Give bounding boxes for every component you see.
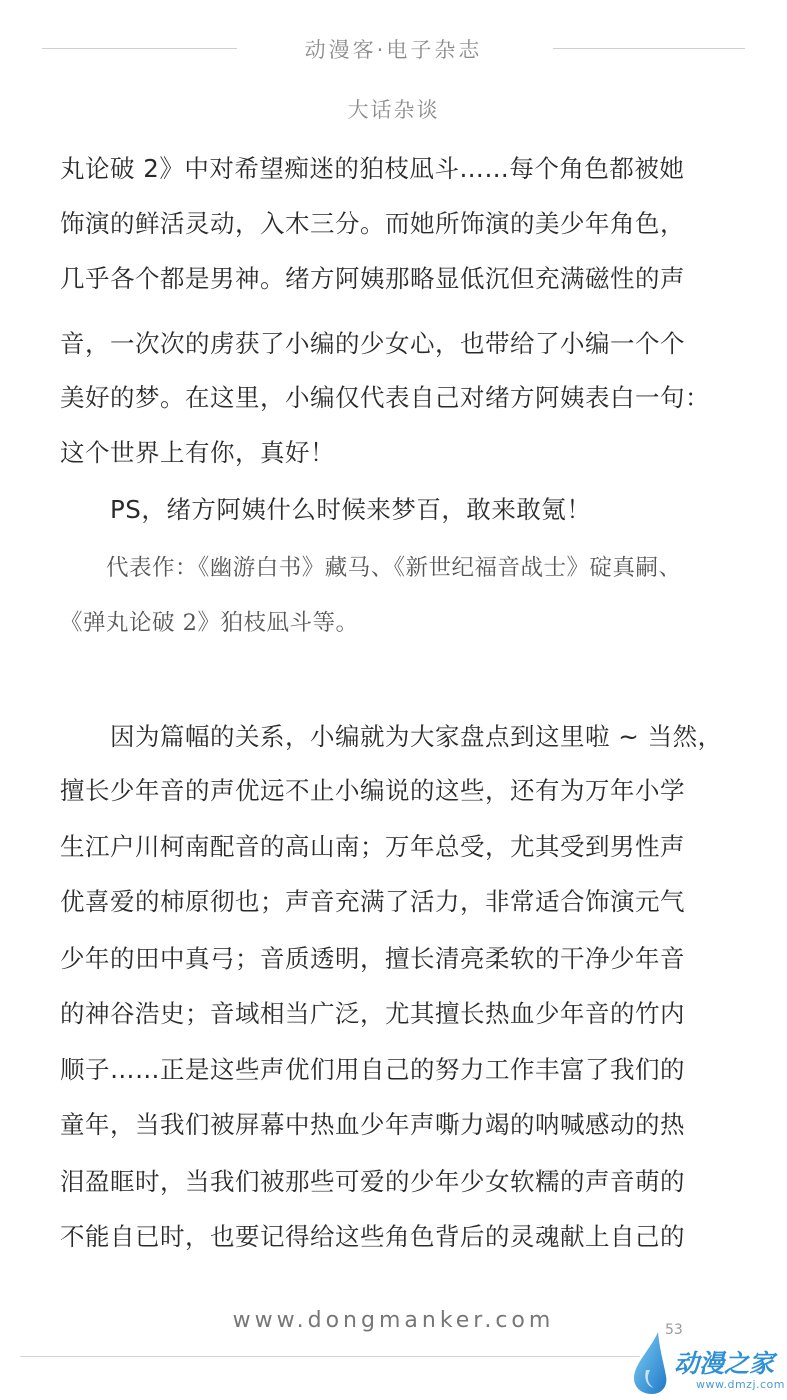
closing-line: 优喜爱的柿原彻也；声音充满了活力，非常适合饰演元气 bbox=[60, 887, 685, 916]
ps-line: PS，绪方阿姨什么时候来梦百，敢来敢氪！ bbox=[60, 495, 592, 524]
closing-line: 的神谷浩史；音域相当广泛，尤其擅长热血少年音的竹内 bbox=[60, 999, 685, 1028]
body-line: 美好的梦。在这里，小编仅代表自己对绪方阿姨表白一句： bbox=[60, 383, 710, 412]
closing-line: 泪盈眶时，当我们被那些可爱的少年少女软糯的声音萌的 bbox=[60, 1167, 685, 1196]
body-line: 这个世界上有你，真好！ bbox=[60, 438, 335, 467]
closing-line: 擅长少年音的声优远不止小编说的这些，还有为万年小学 bbox=[60, 776, 685, 805]
closing-line: 因为篇幅的关系，小编就为大家盘点到这里啦 ~ 当然， bbox=[60, 722, 723, 751]
footer-divider bbox=[20, 1356, 640, 1357]
water-drop-icon bbox=[626, 1330, 676, 1396]
body-line: 几乎各个都是男神。绪方阿姨那略显低沉但充满磁性的声 bbox=[60, 264, 685, 293]
logo-text: 动漫之家 bbox=[674, 1349, 775, 1378]
magazine-title: 动漫客·电子杂志 bbox=[304, 38, 483, 62]
logo-url: www.dmzj.com bbox=[696, 1378, 785, 1391]
closing-line: 顺子……正是这些声优们用自己的努力工作丰富了我们的 bbox=[60, 1055, 685, 1084]
closing-line: 不能自已时，也要记得给这些角色背后的灵魂献上自己的 bbox=[60, 1222, 685, 1251]
representative-works-line: 《弹丸论破 2》狛枝凪斗等。 bbox=[60, 610, 359, 636]
body-line: 饰演的鲜活灵动，入木三分。而她所饰演的美少年角色， bbox=[60, 209, 685, 238]
section-title: 大话杂谈 bbox=[347, 98, 440, 122]
closing-line: 生江户川柯南配音的高山南；万年总受，尤其受到男性声 bbox=[60, 832, 685, 861]
body-line: 丸论破 2》中对希望痴迷的狛枝凪斗……每个角色都被她 bbox=[60, 154, 685, 183]
footer-website: www.dongmanker.com bbox=[232, 1308, 555, 1333]
page-number: 53 bbox=[665, 1322, 683, 1338]
closing-line: 少年的田中真弓；音质透明，擅长清亮柔软的干净少年音 bbox=[60, 944, 685, 973]
header-divider-right bbox=[553, 48, 745, 49]
dmzj-logo bbox=[626, 1330, 784, 1396]
closing-line: 童年，当我们被屏幕中热血少年声嘶力竭的呐喊感动的热 bbox=[60, 1110, 685, 1139]
magazine-header bbox=[0, 30, 787, 70]
representative-works-line: 代表作：《幽游白书》藏马、《新世纪福音战士》碇真嗣、 bbox=[60, 555, 682, 581]
body-line: 音，一次次的虏获了小编的少女心，也带给了小编一个个 bbox=[60, 329, 685, 358]
